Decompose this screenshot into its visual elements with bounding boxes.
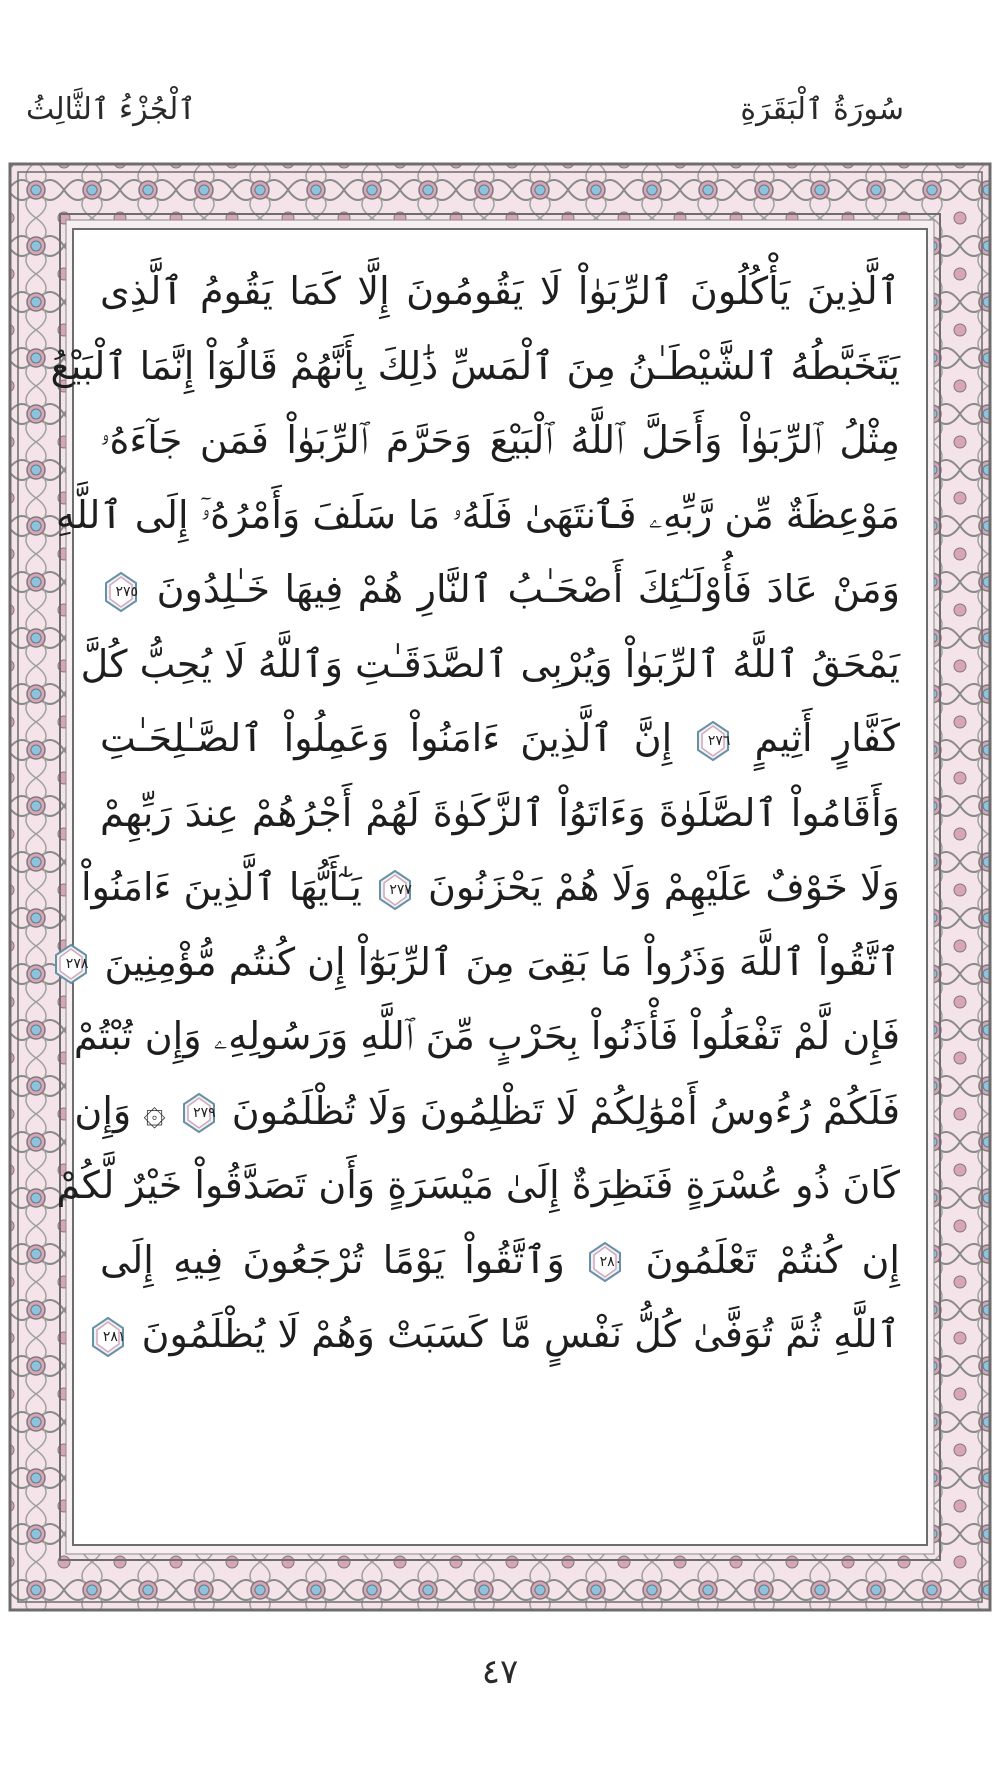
line-text: وَأَقَامُواْ ٱلصَّلَوٰةَ وَءَاتَوُاْ ٱلزَّكَوٰةَ لَهُمْ أَجْرُهُمْ عِندَ رَبِّهِمْ bbox=[100, 790, 900, 835]
text-line bbox=[100, 701, 900, 776]
ayah-number: ٢٧٥ bbox=[115, 583, 138, 600]
text-line bbox=[100, 776, 900, 851]
line-text: وَٱتَّقُواْ يَوْمًا تُرْجَعُونَ فِيهِ إِلَى bbox=[100, 1237, 565, 1282]
line-text: فَلَكُمْ رُءُوسُ أَمْوَٰلِكُمْ لَا تَظْلِمُونَ وَلَا تُظْلَمُونَ bbox=[231, 1088, 900, 1133]
line-text: يَتَخَبَّطُهُ ٱلشَّيْطَـٰنُ مِنَ ٱلْمَسِّ ذَٰلِكَ بِأَنَّهُمْ قَالُوٓاْ إِنَّمَا ٱلْبَيْعُ bbox=[50, 343, 900, 388]
page-number: ٤٧ bbox=[481, 1652, 519, 1692]
ayah-end-marker bbox=[91, 1317, 125, 1357]
text-line bbox=[50, 329, 900, 404]
text-line bbox=[100, 1223, 900, 1298]
line-text: إِنَّ ٱلَّذِينَ ءَامَنُواْ وَعَمِلُواْ ٱلصَّـٰلِحَـٰتِ bbox=[100, 716, 673, 760]
text-line bbox=[100, 254, 900, 329]
line-text: وَمَنْ عَادَ فَأُوْلَـٰٓئِكَ أَصْحَـٰبُ ٱلنَّارِ هُمْ فِيهَا خَـٰلِدُونَ bbox=[156, 567, 900, 611]
ayah-end-marker bbox=[54, 944, 88, 984]
line-text: فَإِن لَّمْ تَفْعَلُواْ فَأْذَنُواْ بِحَرْبٍ مِّنَ ٱللَّهِ وَرَسُولِهِۦ وَإِن تُبْتُمْ bbox=[73, 1014, 900, 1058]
text-line bbox=[100, 552, 900, 627]
text-line bbox=[100, 1297, 900, 1372]
text-line bbox=[74, 1074, 900, 1149]
ayah-number: ٢٨٠ bbox=[599, 1254, 623, 1270]
ayah-number: ٢٧٨ bbox=[65, 956, 89, 972]
text-line bbox=[80, 850, 900, 925]
line-text: مِثْلُ ٱلرِّبَوٰاْ وَأَحَلَّ ٱللَّهُ ٱلْبَيْعَ وَحَرَّمَ ٱلرِّبَوٰاْ فَمَن جَآءَهُۥ bbox=[100, 418, 900, 462]
ayah-end-marker bbox=[182, 1093, 216, 1133]
ayah-end-marker bbox=[378, 870, 412, 910]
juz-title: ٱلْجُزْءُ ٱلثَّالِثُ bbox=[26, 92, 196, 127]
line-text: ٱلَّذِينَ يَأْكُلُونَ ٱلرِّبَوٰاْ لَا يَقُومُونَ إِلَّا كَمَا يَقُومُ ٱلَّذِى bbox=[100, 269, 900, 313]
line-text: ٱتَّقُواْ ٱللَّهَ وَذَرُواْ مَا بَقِىَ مِنَ ٱلرِّبَوٰٓاْ إِن كُنتُم مُّؤْمِنِينَ bbox=[104, 939, 900, 984]
ayah-number: ٢٨١ bbox=[102, 1328, 126, 1345]
text-line bbox=[73, 999, 900, 1074]
text-line bbox=[65, 925, 900, 1000]
surah-title: سُورَةُ ٱلْبَقَرَةِ bbox=[740, 92, 904, 127]
line-text: وَلَا خَوْفٌ عَلَيْهِمْ وَلَا هُمْ يَحْزَنُونَ bbox=[428, 865, 900, 909]
text-line bbox=[56, 1148, 900, 1223]
ayah-end-marker bbox=[696, 721, 730, 761]
line-text: ۞ وَإِن bbox=[74, 1088, 166, 1133]
line-text: كَانَ ذُو عُسْرَةٍ فَنَظِرَةٌ إِلَىٰ مَيْسَرَةٍ وَأَن تَصَدَّقُواْ خَيْرٌ لَّكُمْ bbox=[56, 1163, 900, 1207]
line-text: مَوْعِظَةٌ مِّن رَّبِّهِۦ فَٱنتَهَىٰ فَلَهُۥ مَا سَلَفَ وَأَمْرُهُۥٓ إِلَى ٱللَّهِ bbox=[55, 492, 900, 537]
ornamental-frame bbox=[8, 162, 992, 1612]
ayah-end-marker bbox=[588, 1242, 622, 1282]
ayah-number: ٢٧٦ bbox=[707, 732, 731, 749]
ayah-number: ٢٧٩ bbox=[193, 1105, 216, 1121]
line-text: يَمْحَقُ ٱللَّهُ ٱلرِّبَوٰاْ وَيُرْبِى ٱلصَّدَقَـٰتِ وَٱللَّهُ لَا يُحِبُّ كُلَّ bbox=[80, 641, 900, 686]
ayah-text-panel bbox=[50, 228, 928, 1546]
line-text: يَـٰٓأَيُّهَا ٱلَّذِينَ ءَامَنُواْ bbox=[80, 865, 362, 909]
line-text: ٱللَّهِ ثُمَّ تُوَفَّىٰ كُلُّ نَفْسٍ مَّا كَسَبَتْ وَهُمْ لَا يُظْلَمُونَ bbox=[141, 1312, 900, 1356]
line-text: كَفَّارٍ أَثِيمٍ bbox=[754, 716, 900, 760]
text-line bbox=[100, 403, 900, 478]
text-line bbox=[55, 478, 900, 553]
ayah-number: ٢٧٧ bbox=[389, 881, 412, 898]
line-text: إِن كُنتُمْ تَعْلَمُونَ bbox=[645, 1237, 900, 1282]
text-line bbox=[80, 627, 900, 702]
ayah-end-marker bbox=[104, 572, 138, 612]
